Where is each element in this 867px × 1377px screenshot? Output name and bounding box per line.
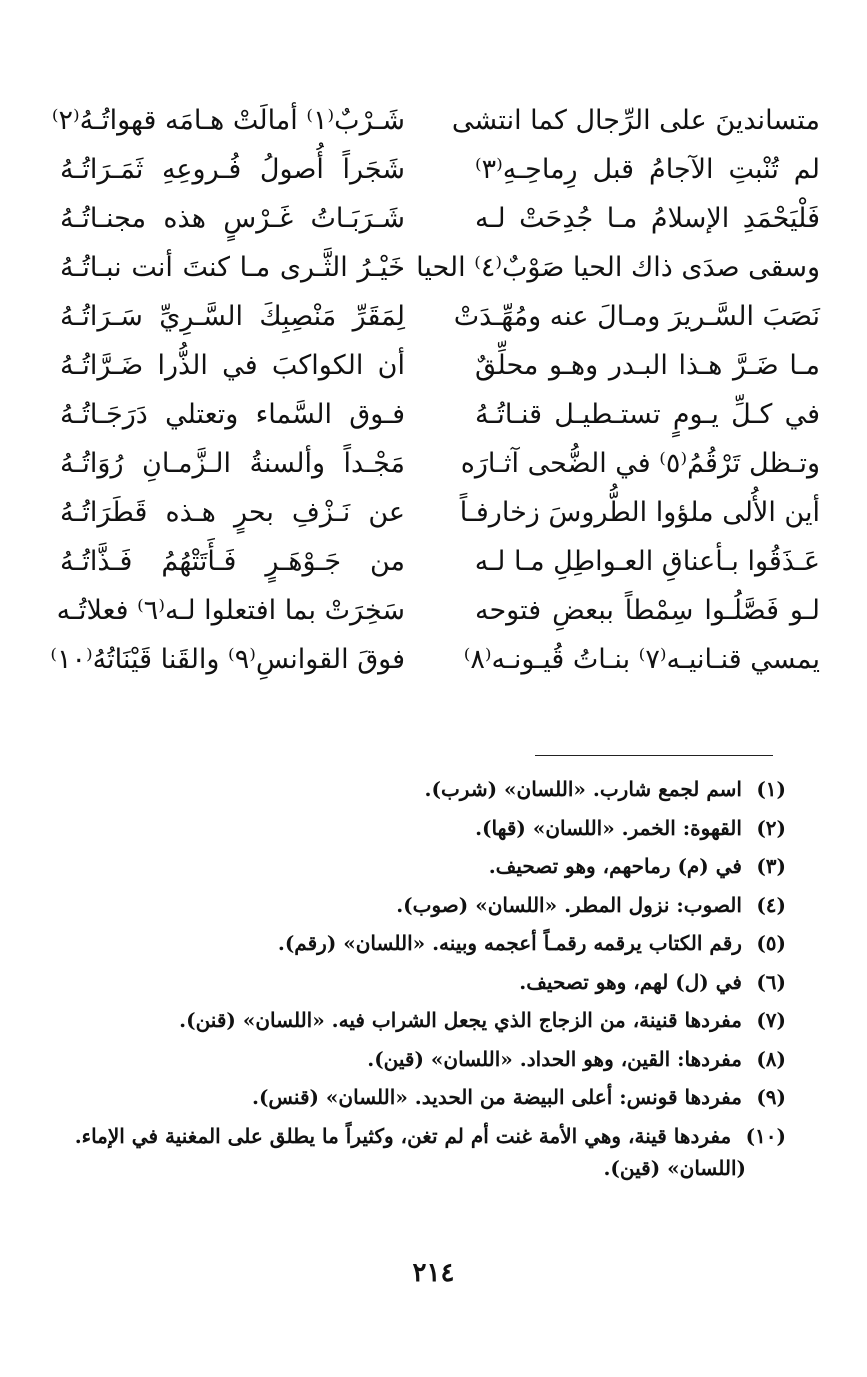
hemistich-right: لـو فَصَّلُـوا سِمْطاً ببعضِ فتوحه — [475, 595, 820, 626]
footnote-number: (١) — [756, 777, 786, 801]
hemistich-left: أن الكواكبَ في الذُّرا ضَـرَّاتُـهُ — [60, 350, 405, 381]
hemistich-left: شَـرَبَـاتُ غَـرْسٍ هذه مجنـاتُـهُ — [60, 203, 405, 234]
hemistich-right: عَـذَقُوا بـأعناقِ العـواطِلِ مـا لـه — [474, 546, 820, 577]
footnote-number: (٦) — [756, 969, 786, 994]
verse-7 — [60, 390, 820, 439]
footnote-3 — [80, 854, 786, 878]
page-number: ٢١٤ — [412, 1258, 455, 1288]
hemistich-right: وسقى صدَى ذاك الحيا صَوْبٌ⁽٤⁾ الحيا — [416, 252, 820, 283]
footnote-continuation: (اللسان» (قين). — [603, 1155, 746, 1180]
footnote-number: (٥) — [756, 931, 786, 955]
hemistich-left: مَجْـداً وألسنةُ الـزَّمـانِ رُوَاتُـهُ — [60, 448, 405, 479]
hemistich-left: سَخِرَتْ بما افتعلوا لـه⁽٦⁾ فعلاتُـه — [56, 595, 405, 626]
verse-3 — [60, 194, 820, 243]
footnote-10 — [74, 1123, 786, 1180]
footnote-text: مفردها قنينة، من الزجاج الذي يجعل الشراب فيه. «اللسان» (قنن). — [179, 1008, 742, 1032]
hemistich-left: شَجَراً أُصولُ فُـروعِهِ ثَمَـرَاتُـهُ — [60, 154, 405, 185]
footnotes — [74, 777, 786, 1194]
footnote-number: (٣) — [756, 854, 786, 878]
hemistich-right: لم تُنْبتِ الآجامُ قبل رِماحِـهِ⁽٣⁾ — [475, 154, 820, 185]
footnote-text: القهوة: الخمر. «اللسان» (قها). — [475, 815, 742, 840]
verse-12 — [50, 635, 820, 684]
footnote-7 — [80, 1008, 786, 1032]
footnote-number: (٩) — [756, 1085, 786, 1109]
footnote-text: مفردها: القين، وهو الحداد. «اللسان» (قين). — [367, 1046, 742, 1071]
footnote-number: (٨) — [756, 1046, 786, 1071]
footnote-text: في (م) رماحهم، وهو تصحيف. — [488, 854, 742, 878]
poem — [50, 96, 820, 684]
verse-5 — [60, 292, 820, 341]
footnote-number: (٤) — [756, 892, 786, 917]
hemistich-right: وتـظل تَرْقُمُ⁽٥⁾ في الضُّحى آثـارَه — [460, 448, 820, 479]
hemistich-right: أين الأُلى ملؤوا الطُّروسَ زخارفـاً — [459, 497, 820, 528]
verse-6 — [60, 341, 820, 390]
verse-11 — [56, 586, 820, 635]
footnote-text: في (ل) لهم، وهو تصحيف. — [519, 969, 742, 994]
hemistich-right: يمسي قنـانيـه⁽٧⁾ بنـاتُ قُيـونـه⁽٨⁾ — [463, 644, 820, 675]
footnote-9 — [80, 1085, 786, 1109]
footnote-separator — [535, 755, 773, 756]
verse-9 — [60, 488, 820, 537]
verse-10 — [60, 537, 820, 586]
footnote-5 — [80, 931, 786, 955]
hemistich-left: خَيْـرُ الثَّـرى مـا كنتَ أنت نبـاتُـهُ — [60, 252, 405, 283]
footnote-6 — [80, 970, 786, 994]
verse-8 — [60, 439, 820, 488]
hemistich-left: فـوق السَّماء وتعتلي دَرَجَـاتُـهُ — [60, 399, 405, 430]
footnote-text: اسم لجمع شارب. «اللسان» (شرب). — [424, 777, 742, 801]
footnote-2 — [80, 816, 786, 840]
verse-4 — [60, 243, 820, 292]
hemistich-right: مـا ضَـرَّ هـذا البـدر وهـو محلِّقٌ — [475, 350, 820, 381]
hemistich-right: في كـلِّ يـومٍ تستـطيـل قنـاتُـهُ — [475, 399, 820, 430]
hemistich-left: عن نَـزْفِ بحرٍ هـذه قَطَرَاتُـهُ — [60, 497, 405, 528]
footnote-text: مفردها قونس: أعلى البيضة من الحديد. «اللسان» (قنس). — [251, 1085, 742, 1109]
verse-2 — [60, 145, 820, 194]
footnote-number: (١٠) — [745, 1123, 786, 1148]
hemistich-right: متساندينَ على الرِّجال كما انتشى — [451, 105, 820, 136]
hemistich-left: فوقَ القوانسِ⁽٩⁾ والقَنا قَيْنَاتُهُ⁽١٠⁾ — [50, 644, 405, 675]
hemistich-right: نَصَبَ السَّـريرَ ومـالَ عنه ومُهِّـدَتْ — [453, 301, 820, 332]
footnote-8 — [80, 1047, 786, 1071]
hemistich-left: لِمَقَرِّ مَنْصِبِكَ السَّـرِيِّ سَـرَاتُـهُ — [60, 301, 405, 332]
verse-1 — [51, 96, 820, 145]
footnote-4 — [80, 893, 786, 917]
footnote-text: رقم الكتاب يرقمه رقمـاً أعجمه وبينه. «اللسان» (رقم). — [277, 931, 742, 955]
footnote-text: مفردها قينة، وهي الأمة غنت أم لم تغن، وكثيراً ما يطلق على المغنية في الإماء. — [74, 1123, 732, 1148]
hemistich-left: شَـرْبٌ⁽١⁾ أمالَتْ هـامَه قهواتُـهُ⁽٢⁾ — [51, 105, 405, 136]
hemistich-right: فَلْيَحْمَدِ الإسلامُ مـا جُدِحَتْ لـه — [475, 203, 820, 234]
footnote-1 — [80, 777, 786, 801]
hemistich-left: من جَـوْهَـرٍ فَـأَتَتْهُمُ فَـذَّاتُـهُ — [60, 546, 405, 577]
footnote-number: (٧) — [756, 1008, 786, 1032]
footnote-text: الصوب: نزول المطر. «اللسان» (صوب). — [396, 892, 742, 917]
footnote-number: (٢) — [756, 815, 786, 840]
